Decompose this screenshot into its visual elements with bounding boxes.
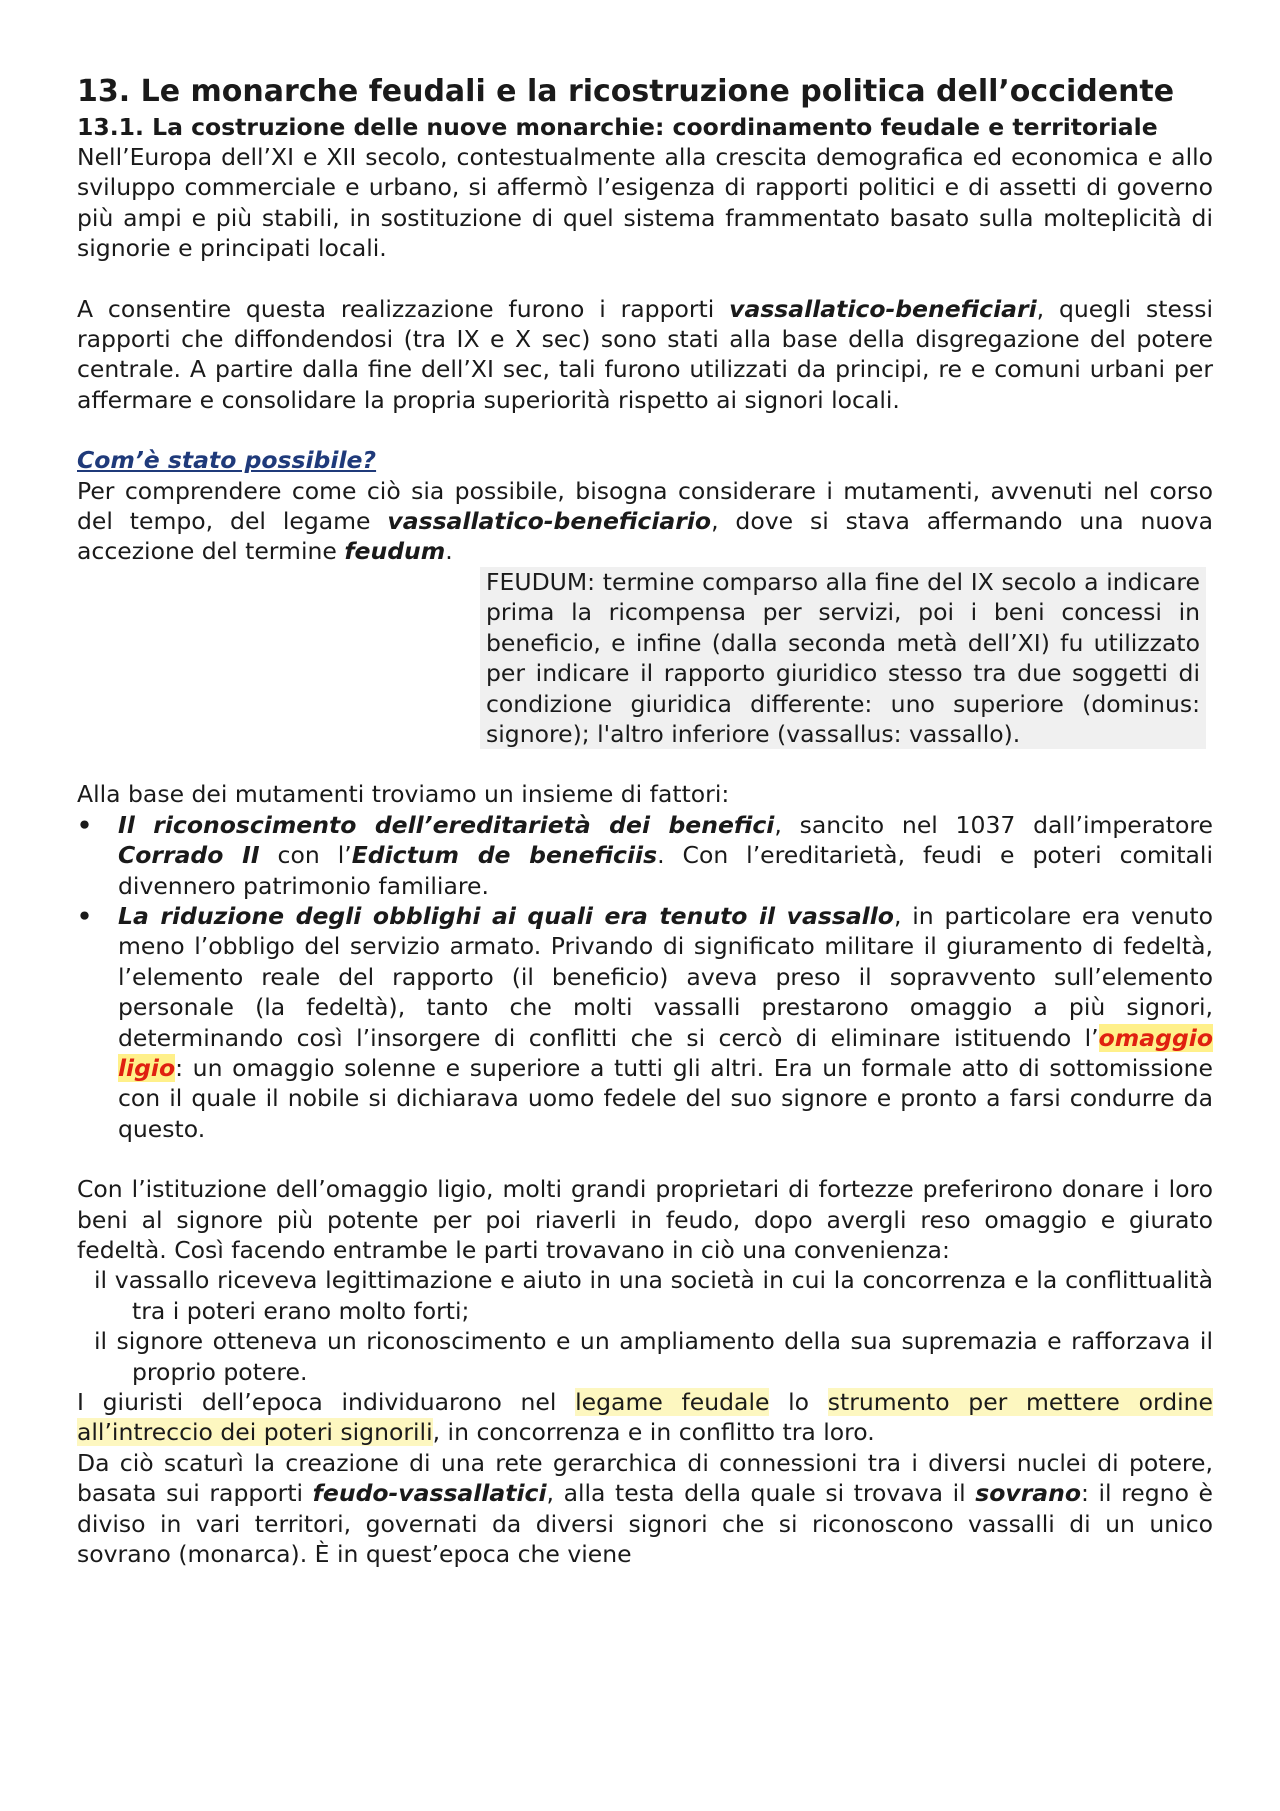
paragraph-6: Da ciò scaturì la creazione di una rete gerarchica di connessioni tra i diversi nuclei di potere, basata sui rapporti feudo-vassallatici, alla testa della quale si trovava il sovrano: il regno è diviso in vari territori, governati da diversi signori che si riconoscono vassalli di un unico sovrano (monarca). È in quest’epoca che viene [77, 1448, 1213, 1569]
paragraph-3: Per comprendere come ciò sia possibile, bisogna considerare i mutamenti, avvenuti nel corso del tempo, del legame vassallatico-beneficiario, dove si stava affermando una nuova accezione del termine feudum. [77, 476, 1213, 566]
bullet-icon: • [77, 810, 93, 839]
paragraph-2: A consentire questa realizzazione furono i rapporti vassallatico-beneficiari, quegli stessi rapporti che diffondendosi (tra IX e X sec) sono stati alla base della disgregazione del potere centrale. A partire dalla fine dell’XI sec, tali furono utilizzati da principi, re e comuni urbani per affermare e consolidare la propria superiorità rispetto ai signori locali. [77, 294, 1213, 414]
section-subtitle: 13.1. La costruzione delle nuove monarchie: coordinamento feudale e territoriale [77, 113, 1158, 141]
highlight-legame-feudale: legame feudale [575, 1388, 770, 1417]
convenience-list [77, 1265, 1213, 1387]
feudum-definition-box: FEUDUM: termine comparso alla fine del IX secolo a indicare prima la ricompensa per servizi, poi i beni concessi in beneficio, e infine (dalla seconda metà dell’XI) fu utilizzato per indicare il rapporto giuridico stesso tra due soggetti di condizione giuridica differente: uno superiore (dominus: signore); l'altro inferiore (vassallus: vassallo). [480, 567, 1206, 749]
highlight-strumento: strumento per mettere ordine all’intreccio dei poteri signorili [77, 1388, 1214, 1447]
list-item: il vassallo riceveva legittimazione e aiuto in una società in cui la concorrenza e la conflittualità tra i poteri erano molto forti; [94, 1266, 1213, 1325]
page-title: 13. Le monarche feudali e la ricostruzione politica dell’occidente [77, 74, 1175, 109]
document-page [77, 72, 1213, 1569]
list-item: • La riduzione degli obblighi ai quali era tenuto il vassallo, in particolare era venuto meno l’obbligo del servizio armato. Privando di significato militare il giuramento di fedeltà, l’elemento reale del rapporto (il beneficio) aveva preso il sopravvento sull’elemento personale (la fedeltà), tanto che molti vassalli prestarono omaggio a più signori, determinando così l’insorgere di conflitti che si cercò di eliminare istituendo l’omaggio ligio: un omaggio solenne e superiore a tutti gli altri. Era un formale atto di sottomissione con il quale il nobile si dichiarava uomo fedele del suo signore e pronto a farsi condurre da questo. [77, 901, 1214, 1143]
paragraph-5: I giuristi dell’epoca individuarono nel legame feudale lo strumento per mettere ordine all’intreccio dei poteri signorili, in concorrenza e in conflitto tra loro. [77, 1388, 1214, 1447]
section-heading: Com’è stato possibile? [77, 446, 377, 475]
term-feudum: feudum [344, 537, 446, 566]
list-item: il signore otteneva un riconoscimento e un ampliamento della sua supremazia e rafforzava il proprio potere. [94, 1327, 1213, 1386]
term-vassallatico-beneficiario: vassallatico-beneficiario [387, 507, 712, 536]
list-item: • Il riconoscimento dell’ereditarietà dei benefici, sancito nel 1037 dall’imperatore Corrado II con l’Edictum de beneficiis. Con l’ereditarietà, feudi e poteri comitali divennero patrimonio familiare. [77, 810, 1213, 900]
factors-list [77, 810, 1213, 1144]
paragraph-1: Nell’Europa dell’XI e XII secolo, contestualmente alla crescita demografica ed economica e allo sviluppo commerciale e urbano, si affermò l’esigenza di rapporti politici e di assetti di governo più ampi e più stabili, in sostituzione di quel sistema frammentato basato sulla molteplicità di signorie e principati locali. [77, 143, 1213, 263]
paragraph-4: Con l’istituzione dell’omaggio ligio, molti grandi proprietari di fortezze preferirono donare i loro beni al signore più potente per poi riaverli in feudo, dopo avergli reso omaggio e giurato fedeltà. Così facendo entrambe le parti trovavano in ciò una convenienza: [77, 1175, 1213, 1264]
factors-intro: Alla base dei mutamenti troviamo un insieme di fattori: [77, 780, 730, 809]
bullet-icon: • [77, 901, 93, 930]
highlight-omaggio-ligio: omaggio ligio [118, 1023, 1213, 1082]
term-vassallatico-beneficiari: vassallatico-beneficiari [729, 294, 1037, 323]
